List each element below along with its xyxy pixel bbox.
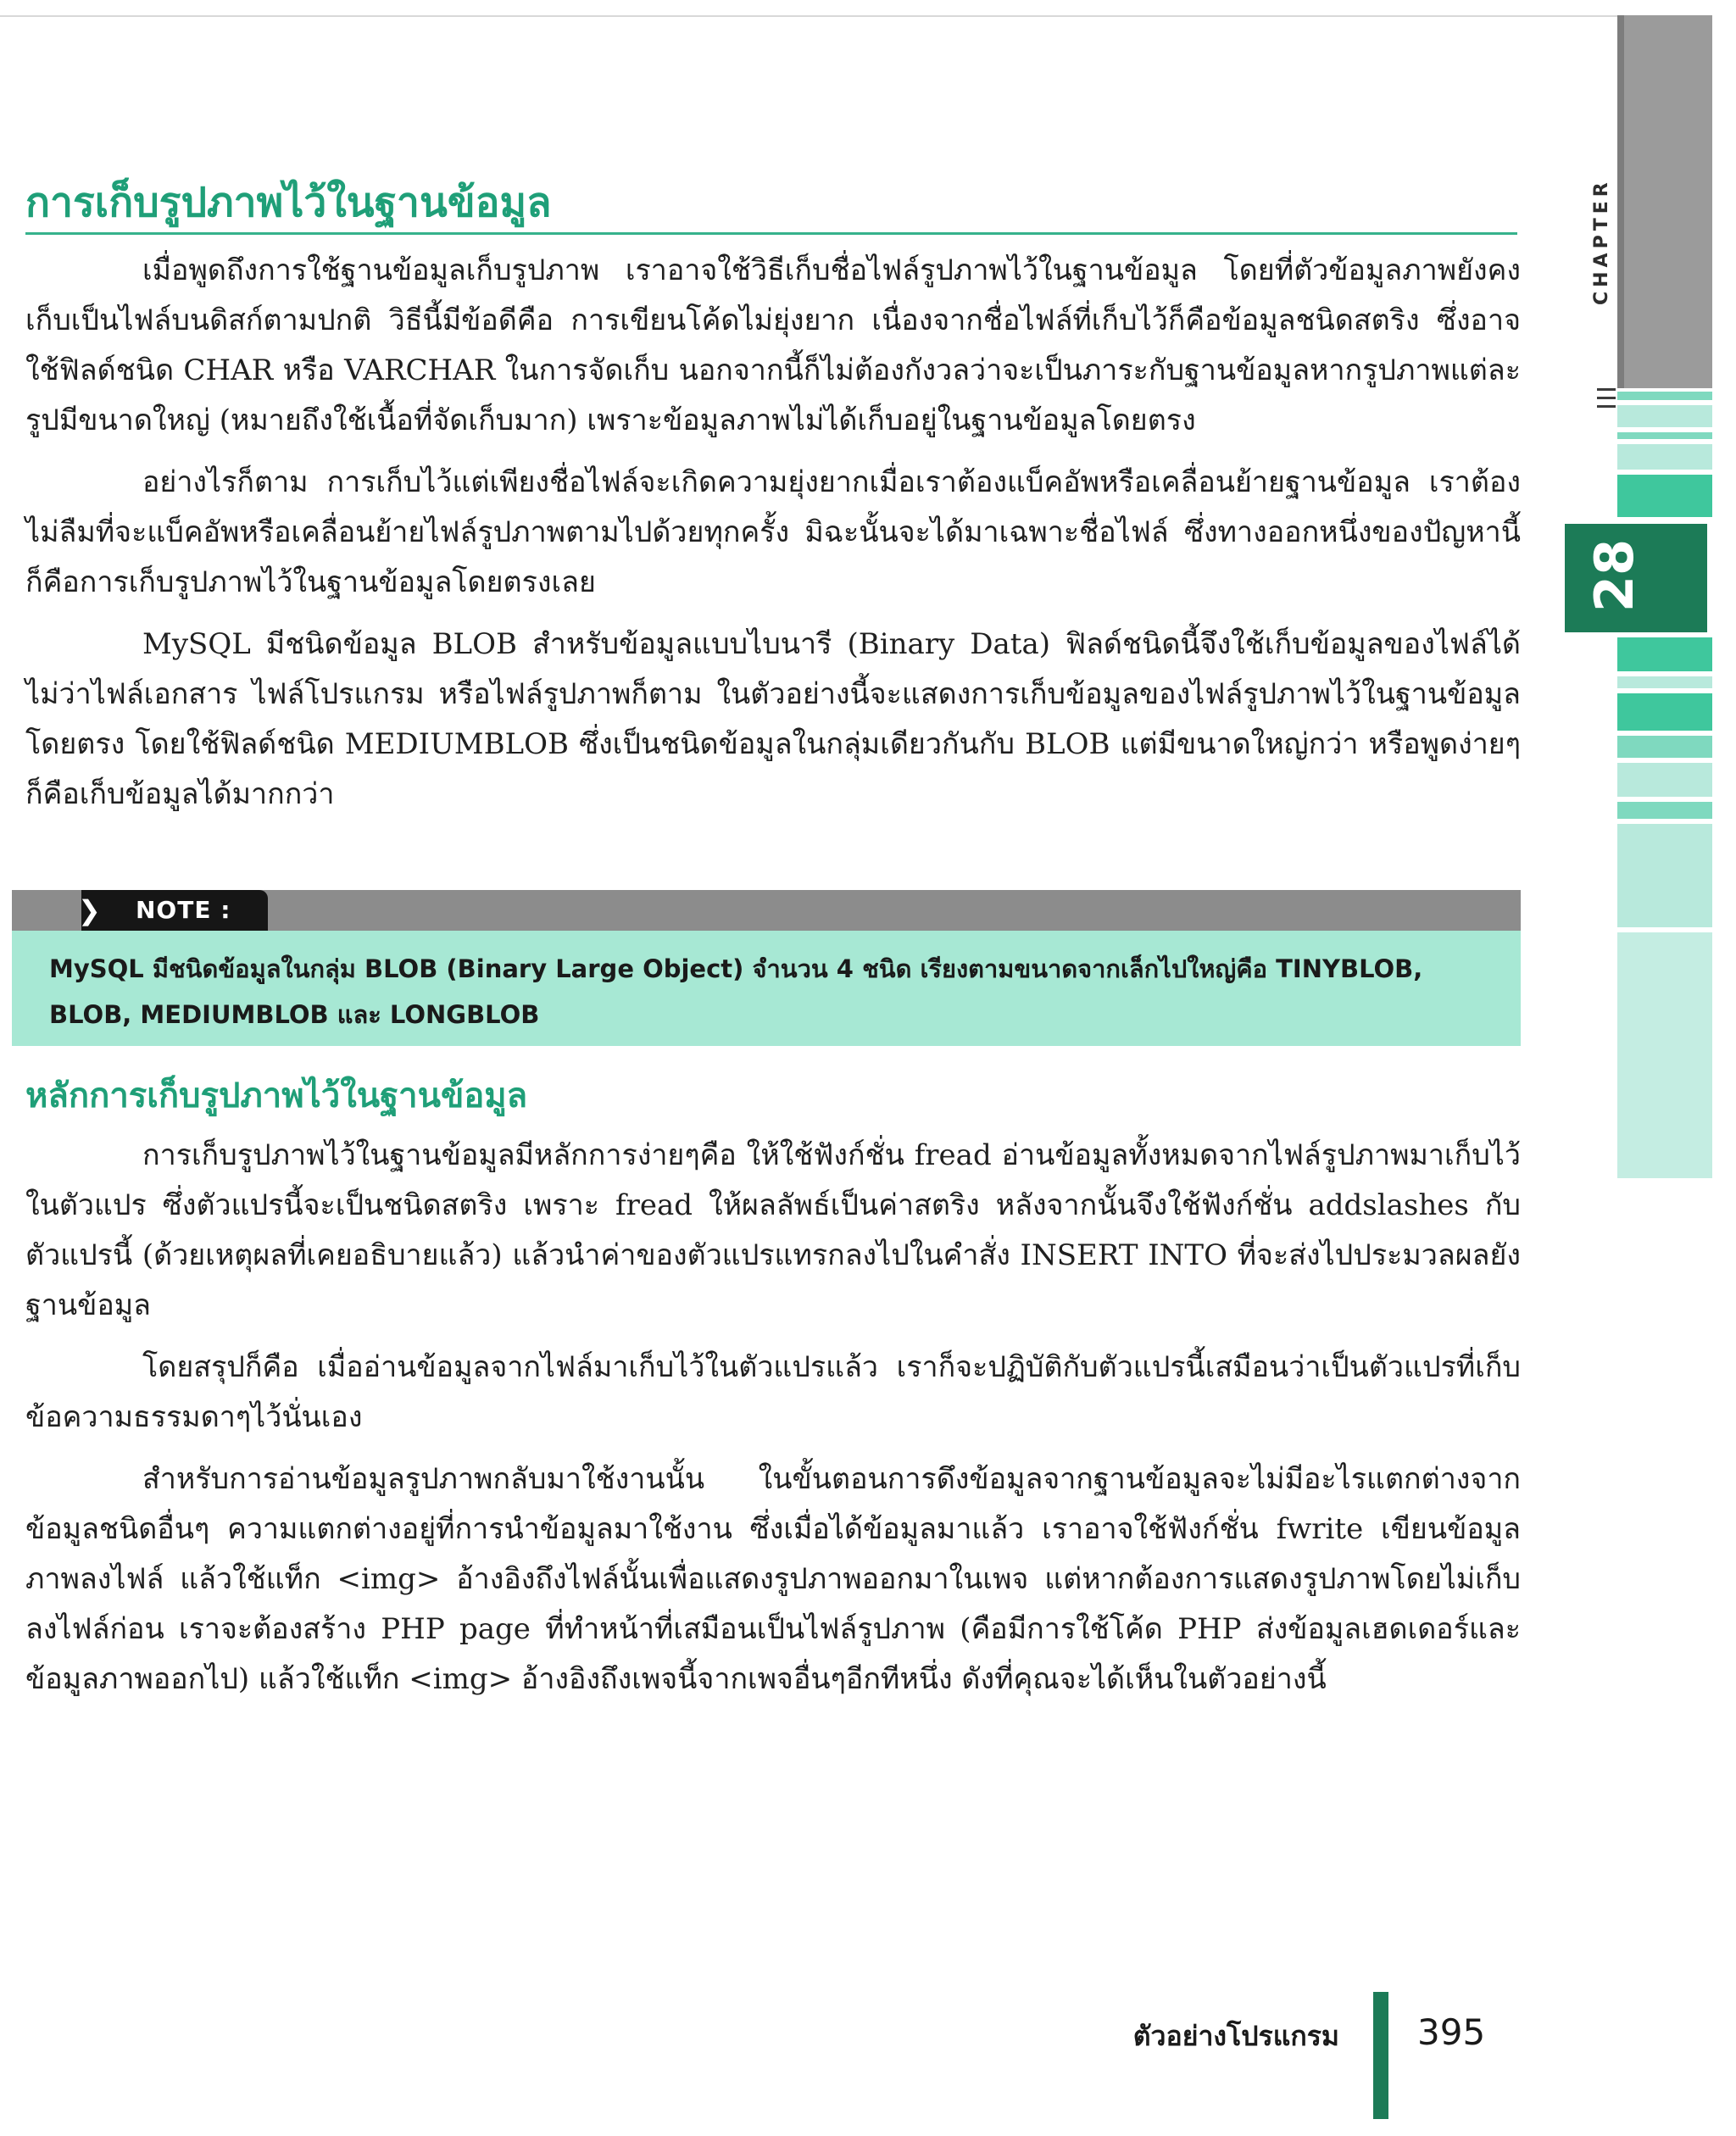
chapter-tick [1597, 388, 1616, 391]
footer-divider [1373, 1992, 1388, 2119]
chapter-tab-gray [1617, 15, 1712, 388]
chapter-stripe [1617, 802, 1712, 819]
chapter-number: 28 [1583, 538, 1645, 613]
section-title: การเก็บรูปภาพไว้ในฐานข้อมูล [25, 179, 552, 226]
paragraph: อย่างไรก็ตาม การเก็บไว้แต่เพียงชื่อไฟล์จะเกิดความยุ่งยากเมื่อเราต้องแบ็คอัพหรือเคลื่อนย้ายฐานข้อมูล เราต้องไม่ลืมที่จะแบ็คอัพหรือเคลื่อนย้ายไฟล์รูปภาพตามไปด้วยทุกครั้ง มิฉะนั้นจะได้มาเฉพาะชื่อไฟล์ ซึ่งทางออกหนึ่งของปัญหานี้ ก็คือการเก็บรูปภาพไว้ในฐานข้อมูลโดยตรงเลย [25, 465, 1521, 599]
chapter-tab-shadow [1617, 15, 1624, 388]
chapter-stripe [1617, 475, 1712, 517]
section-body [25, 246, 1521, 820]
chapter-stripe [1617, 405, 1712, 427]
subsection-title: หลักการเก็บรูปภาพไว้ในฐานข้อมูล [25, 1076, 528, 1115]
chapter-stripe [1617, 824, 1712, 927]
footer-title: ตัวอย่างโปรแกรม [1132, 2020, 1339, 2052]
paragraph: MySQL มีชนิดข้อมูล BLOB สำหรับข้อมูลแบบไบนารี (Binary Data) ฟิลด์ชนิดนี้จึงใช้เก็บข้อมูลของไฟล์ได้ ไม่ว่าไฟล์เอกสาร ไฟล์โปรแกรม หรือไฟล์รูปภาพก็ตาม ในตัวอย่างนี้จะแสดงการเก็บข้อมูลของไฟล์รูปภาพไว้ในฐานข้อมูลโดยตรง โดยใช้ฟิลด์ชนิด MEDIUMBLOB ซึ่งเป็นชนิดข้อมูลในกลุ่มเดียวกันกับ BLOB แต่มีขนาดใหญ่กว่า หรือพูดง่ายๆก็คือเก็บข้อมูลได้มากกว่า [25, 627, 1521, 811]
note-arrow-icon: ❯ [78, 894, 101, 926]
chapter-stripe [1617, 693, 1712, 731]
chapter-tick [1597, 405, 1616, 408]
chapter-stripe [1617, 637, 1712, 671]
chapter-tab-bottom [1617, 932, 1712, 1178]
paragraph: โดยสรุปก็คือ เมื่ออ่านข้อมูลจากไฟล์มาเก็บไว้ในตัวแปรแล้ว เราก็จะปฏิบัติกับตัวแปรนี้เสมือนว่าเป็นตัวแปรที่เก็บข้อความธรรมดาๆไว้นั่นเอง [25, 1350, 1521, 1434]
section-title-rule [25, 232, 1517, 235]
note-text: MySQL มีชนิดข้อมูลในกลุ่ม BLOB (Binary Large Object) จำนวน 4 ชนิด เรียงตามขนาดจากเล็กไปใหญ่คือ TINYBLOB, BLOB, MEDIUMBLOB และ LONGBLOB [49, 954, 1423, 1029]
page-top-edge [0, 15, 1695, 17]
subsection-body [25, 1131, 1521, 1705]
chapter-label: CHAPTER [1591, 178, 1612, 305]
chapter-stripe [1617, 432, 1712, 439]
note-label: NOTE : [136, 896, 231, 924]
chapter-stripe [1617, 736, 1712, 758]
chapter-stripe [1617, 392, 1712, 400]
paragraph: การเก็บรูปภาพไว้ในฐานข้อมูลมีหลักการง่ายๆคือ ให้ใช้ฟังก์ชั่น fread อ่านข้อมูลทั้งหมดจากไฟล์รูปภาพมาเก็บไว้ในตัวแปร ซึ่งตัวแปรนี้จะเป็นชนิดสตริง เพราะ fread ให้ผลลัพธ์เป็นค่าสตริง หลังจากนั้นจึงใช้ฟังก์ชั่น addslashes กับตัวแปรนี้ (ด้วยเหตุผลที่เคยอธิบายแล้ว) แล้วนำค่าของตัวแปรแทรกลงไปในคำสั่ง INSERT INTO ที่จะส่งไปประมวลผลยังฐานข้อมูล [25, 1138, 1521, 1322]
paragraph: เมื่อพูดถึงการใช้ฐานข้อมูลเก็บรูปภาพ เราอาจใช้วิธีเก็บชื่อไฟล์รูปภาพไว้ในฐานข้อมูล โดยที่ตัวข้อมูลภาพยังคงเก็บเป็นไฟล์บนดิสก์ตามปกติ วิธีนี้มีข้อดีคือ การเขียนโค้ดไม่ยุ่งยาก เนื่องจากชื่อไฟล์ที่เก็บไว้ก็คือข้อมูลชนิดสตริง ซึ่งอาจใช้ฟิลด์ชนิด CHAR หรือ VARCHAR ในการจัดเก็บ นอกจากนี้ก็ไม่ต้องกังวลว่าจะเป็นภาระกับฐานข้อมูลหากรูปภาพแต่ละรูปมีขนาดใหญ่ (หมายถึงใช้เนื้อที่จัดเก็บมาก) เพราะข้อมูลภาพไม่ได้เก็บอยู่ในฐานข้อมูลโดยตรง [25, 253, 1521, 437]
chapter-stripe [1617, 763, 1712, 797]
paragraph: สำหรับการอ่านข้อมูลรูปภาพกลับมาใช้งานนั้น ในขั้นตอนการดึงข้อมูลจากฐานข้อมูลจะไม่มีอะไรแตกต่างจากข้อมูลชนิดอื่นๆ ความแตกต่างอยู่ที่การนำข้อมูลมาใช้งาน ซึ่งเมื่อได้ข้อมูลมาแล้ว เราอาจใช้ฟังก์ชั่น fwrite เขียนข้อมูลภาพลงไฟล์ แล้วใช้แท็ก <img> อ้างอิงถึงไฟล์นั้นเพื่อแสดงรูปภาพออกมาในเพจ แต่หากต้องการแสดงรูปภาพโดยไม่เก็บลงไฟล์ก่อน เราจะต้องสร้าง PHP page ที่ทำหน้าที่เสมือนเป็นไฟล์รูปภาพ (คือมีการใช้โค้ด PHP ส่งข้อมูลเฮดเดอร์และข้อมูลภาพออกไป) แล้วใช้แท็ก <img> อ้างอิงถึงเพจนี้จากเพจอื่นๆอีกทีหนึ่ง ดังที่คุณจะได้เห็นในตัวอย่างนี้ [25, 1462, 1521, 1696]
chapter-stripe [1617, 444, 1712, 470]
page-number: 395 [1417, 2011, 1486, 2053]
chapter-stripe [1617, 676, 1712, 688]
chapter-tick [1597, 397, 1616, 399]
